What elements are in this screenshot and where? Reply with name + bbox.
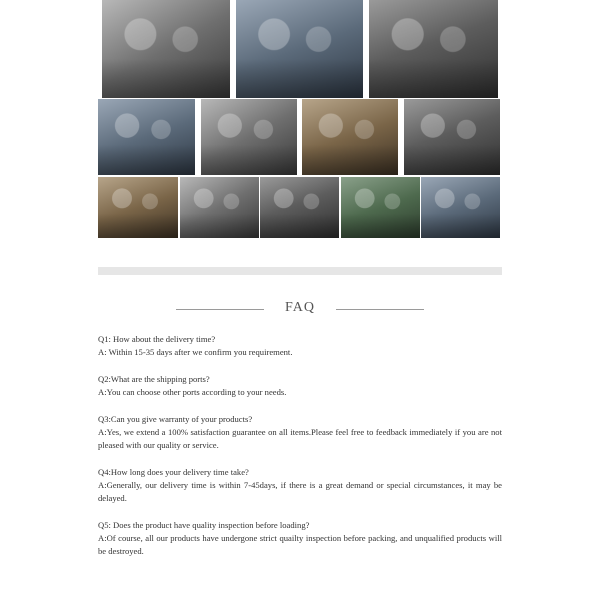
- faq-item: [98, 333, 502, 359]
- faq-question: Q2:What are the shipping ports?: [98, 374, 210, 384]
- faq-answer: A:Of course, all our products have undergone strict quailty inspection before packing, and unqualified products will be destroyed.: [98, 533, 502, 556]
- photo-workshop-safety-vests: [369, 0, 498, 98]
- faq-title: FAQ: [285, 300, 315, 315]
- photo-steel-coil-crane: [236, 0, 363, 98]
- faq-answer: A:Yes, we extend a 100% satisfaction guarantee on all items.Please feel free to feedback immediately if you are not pleased with our quality or service.: [98, 427, 502, 450]
- faq-answer: A: Within 15-35 days after we confirm you requirement.: [98, 347, 293, 357]
- faq-answer: A:Generally, our delivery time is within 7-45days, if there is a great demand or special circumstances, it may be delayed.: [98, 480, 502, 503]
- faq-list: [98, 333, 502, 572]
- photo-factory-group-walk: [98, 99, 195, 175]
- faq-line-left: [176, 309, 264, 310]
- faq-question: Q3:Can you give warranty of your products?: [98, 414, 253, 424]
- faq-item: [98, 373, 502, 399]
- photo-furnace-workers: [302, 99, 398, 175]
- photo-machine-operator: [98, 177, 178, 238]
- photo-meeting-group: [421, 177, 500, 238]
- photo-customers-touring-line: [260, 177, 339, 238]
- faq-answer: A:You can choose other ports according to your needs.: [98, 387, 287, 397]
- photo-production-line-green: [341, 177, 420, 238]
- photo-inspection-hardhat: [201, 99, 297, 175]
- photo-handshake-visitors: [102, 0, 230, 98]
- faq-line-right: [336, 309, 424, 310]
- photo-warehouse-group: [404, 99, 500, 175]
- faq-item: [98, 519, 502, 558]
- faq-item: [98, 413, 502, 452]
- faq-question: Q1: How about the delivery time?: [98, 334, 216, 344]
- faq-question: Q5: Does the product have quality inspection before loading?: [98, 520, 310, 530]
- faq-item: [98, 466, 502, 505]
- photo-office-team: [180, 177, 259, 238]
- section-divider: [98, 267, 502, 275]
- faq-question: Q4:How long does your delivery time take?: [98, 467, 249, 477]
